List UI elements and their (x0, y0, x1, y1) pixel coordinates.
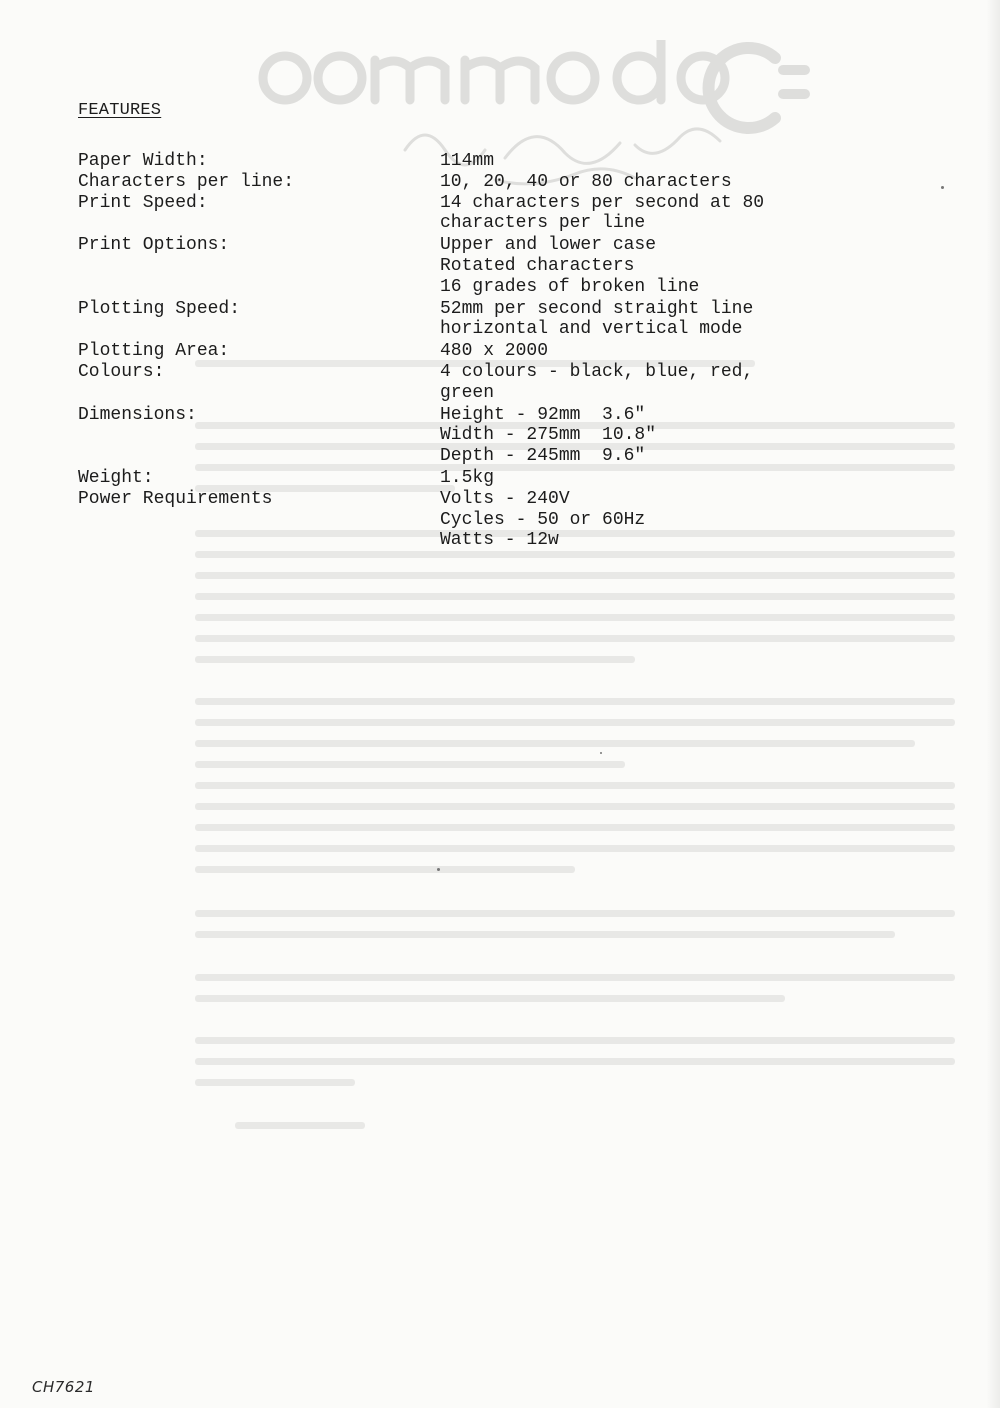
spec-values (440, 405, 938, 467)
features-heading: FEATURES (78, 101, 162, 120)
spec-value: characters per line (440, 213, 646, 234)
spec-values (440, 193, 938, 235)
page-edge-shadow (986, 0, 1000, 1408)
spec-label: Plotting Speed: (78, 298, 241, 319)
paper-speck (600, 752, 602, 754)
spec-value: Rotated characters (440, 255, 635, 276)
spec-list (78, 151, 938, 551)
spec-values (440, 235, 938, 297)
spec-value: Width - 275mm 10.8" (440, 425, 657, 446)
spec-value: 10, 20, 40 or 80 characters (440, 171, 732, 192)
spec-values (440, 299, 938, 341)
spec-row (78, 468, 938, 489)
spec-values (440, 341, 938, 362)
paper-speck (941, 186, 944, 189)
spec-label: Colours: (78, 361, 165, 382)
spec-value: Depth - 245mm 9.6" (440, 446, 646, 467)
spec-label: Weight: (78, 467, 154, 488)
spec-row (78, 151, 938, 172)
spec-values (440, 362, 938, 404)
spec-value: Cycles - 50 or 60Hz (440, 509, 646, 530)
spec-values (440, 172, 938, 193)
spec-value: 114mm (440, 151, 495, 171)
spec-value: Height - 92mm 3.6" (440, 404, 646, 425)
spec-value: 4 colours - black, blue, red, (440, 361, 754, 382)
spec-values (440, 468, 938, 489)
spec-label: Paper Width: (78, 151, 208, 171)
spec-values (440, 151, 938, 172)
spec-row (78, 235, 938, 297)
spec-label: Characters per line: (78, 171, 295, 192)
spec-value: 1.5kg (440, 467, 495, 488)
spec-value: green (440, 382, 495, 403)
spec-label: Print Speed: (78, 192, 208, 213)
spec-label: Power Requirements (78, 488, 273, 509)
spec-row (78, 341, 938, 362)
spec-label: Dimensions: (78, 404, 197, 425)
spec-row (78, 489, 938, 551)
paper-speck (437, 868, 440, 871)
features-section (78, 100, 938, 551)
spec-value: Volts - 240V (440, 488, 570, 509)
spec-value: Upper and lower case (440, 235, 657, 256)
spec-row (78, 172, 938, 193)
spec-row (78, 193, 938, 235)
spec-value: horizontal and vertical mode (440, 319, 743, 340)
spec-row (78, 299, 938, 341)
spec-value: 52mm per second straight line (440, 298, 754, 319)
spec-value: 16 grades of broken line (440, 276, 700, 297)
spec-value: 480 x 2000 (440, 341, 549, 362)
spec-label: Plotting Area: (78, 341, 230, 362)
catalog-number: CH7621 (32, 1378, 95, 1396)
spec-row (78, 405, 938, 467)
spec-row (78, 362, 938, 404)
spec-values (440, 489, 938, 551)
spec-value: 14 characters per second at 80 (440, 192, 765, 213)
spec-value: Watts - 12w (440, 530, 559, 551)
spec-label: Print Options: (78, 235, 230, 256)
